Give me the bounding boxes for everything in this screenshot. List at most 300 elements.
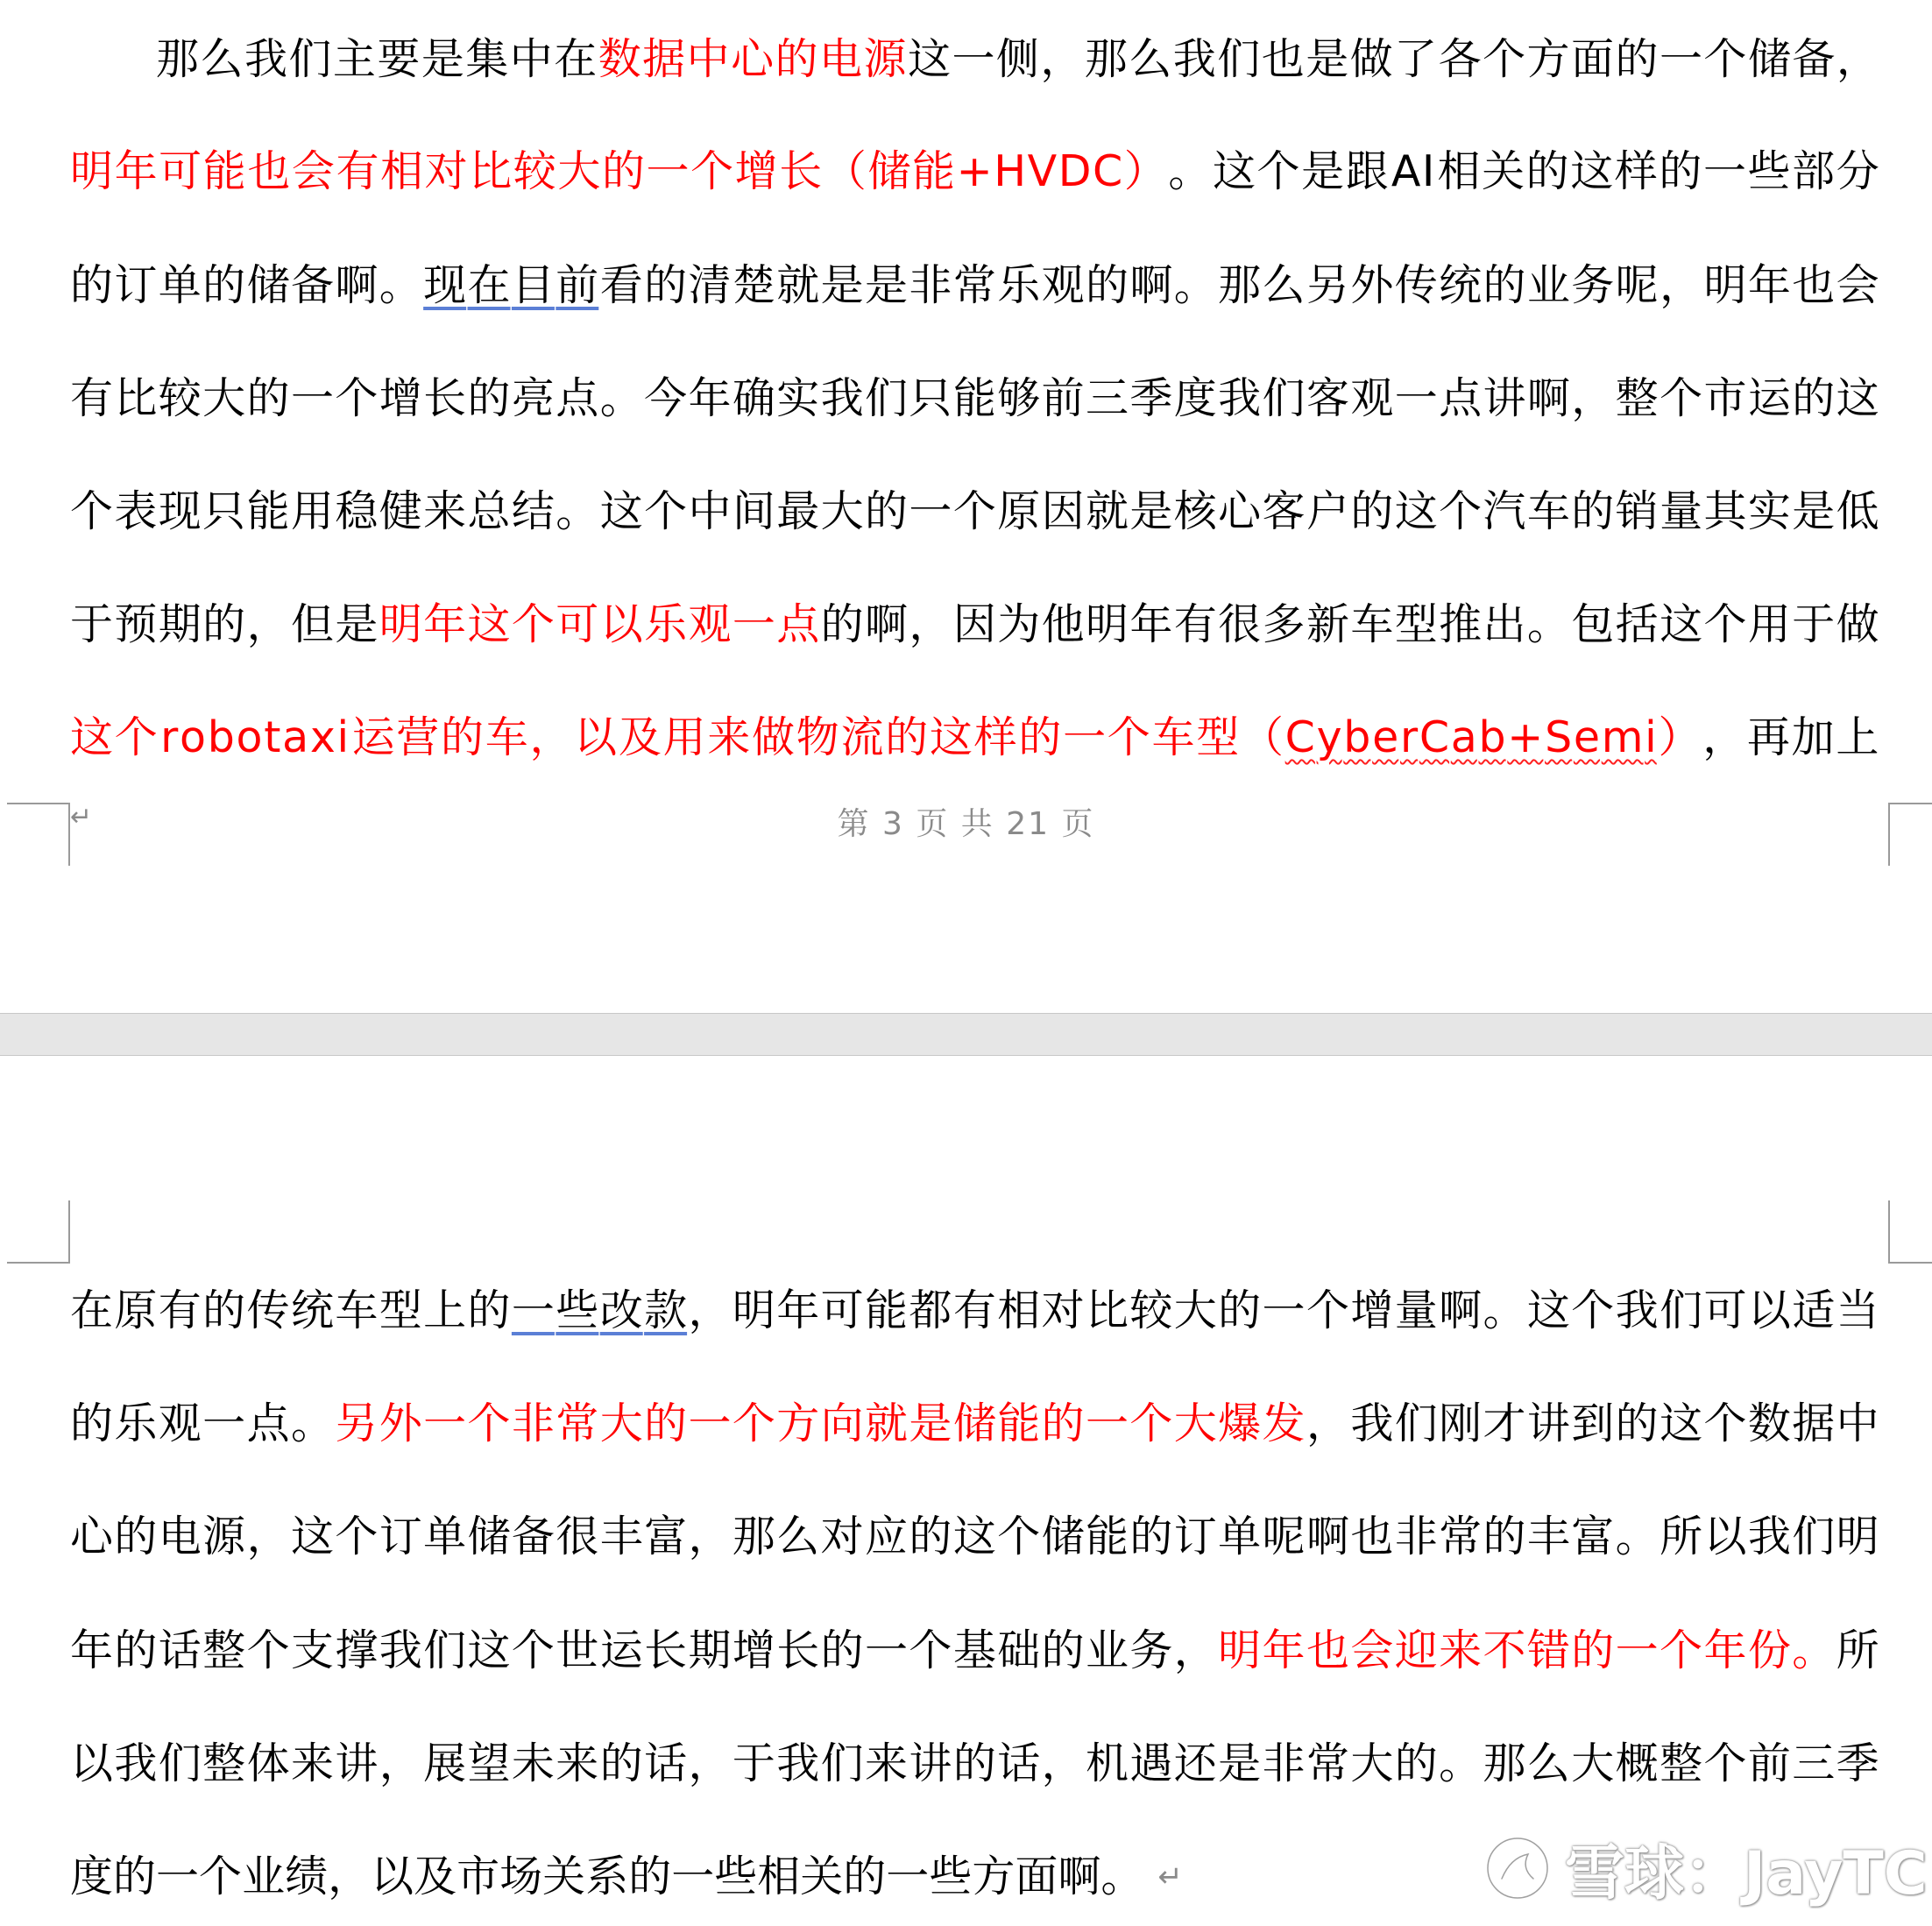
- text-char: 于: [70, 599, 114, 649]
- text-char: 只: [202, 486, 246, 536]
- text-char: 是: [1218, 1738, 1262, 1788]
- text-char: ，: [1041, 1738, 1085, 1788]
- text-char: 的: [1018, 712, 1062, 762]
- text-char: 新: [1306, 599, 1349, 649]
- text-char: 话: [997, 1738, 1041, 1788]
- text-char: 。: [556, 486, 599, 536]
- text-char: 个: [114, 712, 158, 762]
- text-char: ，: [688, 1738, 732, 1788]
- text-char: 改: [599, 1285, 643, 1335]
- text-char: 储: [952, 1398, 996, 1448]
- paragraph-mark-icon: ↵: [70, 802, 93, 832]
- text-char: 中: [686, 34, 730, 84]
- text-char: 些: [556, 1285, 599, 1335]
- text-char: 么: [1262, 260, 1306, 310]
- text-char: 电: [819, 34, 863, 84]
- text-char: 度: [1173, 373, 1217, 423]
- text-char: 储: [867, 146, 911, 196]
- text-char: 富: [1571, 1512, 1615, 1561]
- text-char: 年: [423, 599, 467, 649]
- text-char: 市: [1703, 373, 1747, 423]
- text-char: 源: [863, 34, 907, 84]
- text-char: 丰: [599, 1512, 643, 1561]
- text-char: 表: [114, 486, 158, 536]
- text-char: 这: [1570, 146, 1614, 196]
- text-char: 以: [1747, 1285, 1791, 1335]
- text-char: i: [1645, 712, 1657, 762]
- text-char: 年: [114, 146, 158, 196]
- text-char: 啊: [335, 260, 379, 310]
- text-char: 相: [757, 1852, 801, 1901]
- text-char: 个: [335, 373, 379, 423]
- text-char: 呢: [1615, 260, 1659, 310]
- text-char: 的: [1615, 34, 1659, 84]
- text-char: 们: [1217, 34, 1261, 84]
- text-char: 款: [644, 1285, 688, 1335]
- text-char: 面: [1015, 1852, 1058, 1901]
- text-char: 业: [1526, 260, 1570, 310]
- text-char: 会: [1350, 1625, 1394, 1675]
- text-char: 绩: [285, 1852, 329, 1901]
- text-char: 机: [1085, 1738, 1129, 1788]
- text-char: 们: [865, 373, 909, 423]
- text-char: 整: [1660, 1738, 1703, 1788]
- text-char: 季: [1129, 373, 1173, 423]
- text-char: 出: [1483, 599, 1526, 649]
- text-char: 的: [467, 1285, 511, 1335]
- text-char: 适: [1792, 1285, 1836, 1335]
- text-char: 些: [714, 1852, 758, 1901]
- text-char: 观: [1350, 373, 1394, 423]
- text-char: 的: [1041, 1625, 1085, 1675]
- text-char: 这: [1660, 599, 1703, 649]
- text-char: 增: [734, 146, 778, 196]
- text-char: 能: [246, 486, 290, 536]
- text-char: 外: [1350, 260, 1394, 310]
- text-char: 能: [997, 1398, 1041, 1448]
- text-char: 增: [732, 1625, 775, 1675]
- text-char: 以: [599, 599, 643, 649]
- text-char: 备: [290, 260, 334, 310]
- text-char: 个: [1660, 1625, 1703, 1675]
- text-char: 也: [1306, 1625, 1349, 1675]
- text-char: 只: [909, 373, 952, 423]
- text-char: 话: [644, 1738, 688, 1788]
- text-char: 这: [467, 1625, 511, 1675]
- text-char: 个: [1703, 599, 1747, 649]
- text-char: a: [1450, 712, 1477, 762]
- text-char: 会: [1836, 260, 1879, 310]
- text-char: 储: [467, 1512, 511, 1561]
- text-char: 来: [865, 1738, 909, 1788]
- text-char: 据: [642, 34, 686, 84]
- text-char: 整: [1615, 373, 1659, 423]
- text-char: 呢: [1262, 1512, 1306, 1561]
- text-char: 车: [335, 1285, 379, 1335]
- text-char: 。: [1792, 1625, 1836, 1675]
- text-char: 的: [599, 1738, 643, 1788]
- text-char: 包: [1571, 599, 1615, 649]
- text-char: 关: [800, 1852, 844, 1901]
- document-page-4: [0, 1056, 1932, 1926]
- text-char: 实: [776, 373, 820, 423]
- text-char: 啊: [1058, 1852, 1101, 1901]
- text-char: 的: [820, 1625, 864, 1675]
- text-char: 。: [1168, 146, 1212, 196]
- text-char: 不: [1483, 1625, 1526, 1675]
- text-line: [156, 33, 1879, 86]
- text-char: 的: [441, 712, 485, 762]
- text-char: 的: [1792, 373, 1836, 423]
- text-char: 支: [290, 1625, 334, 1675]
- text-char: 们: [423, 1625, 467, 1675]
- text-char: 很: [556, 1512, 599, 1561]
- text-char: 三: [1792, 1738, 1836, 1788]
- text-char: 一: [1394, 373, 1438, 423]
- text-char: 来: [707, 712, 751, 762]
- text-char: 相: [380, 146, 424, 196]
- text-char: 那: [1483, 1738, 1526, 1788]
- text-char: 相: [997, 1285, 1041, 1335]
- text-char: 啊: [1306, 1512, 1349, 1561]
- text-char: 订: [114, 260, 158, 310]
- text-line: [70, 1738, 1879, 1790]
- text-char: （: [1240, 712, 1284, 762]
- snowball-logo-icon: [1483, 1833, 1553, 1903]
- text-char: C: [1419, 712, 1450, 762]
- text-char: 是: [1792, 486, 1836, 536]
- text-char: 们: [158, 1738, 202, 1788]
- text-char: 原: [997, 486, 1041, 536]
- text-char: 会: [291, 146, 335, 196]
- text-char: 的: [1659, 146, 1702, 196]
- text-char: 亮: [511, 373, 555, 423]
- text-char: 个: [1306, 1285, 1349, 1335]
- text-char: y: [1316, 712, 1342, 762]
- text-char: +: [956, 146, 993, 196]
- text-char: 这: [467, 599, 511, 649]
- text-char: 那: [1218, 260, 1262, 310]
- text-char: 括: [1615, 599, 1659, 649]
- text-char: 能: [202, 146, 246, 196]
- text-char: 啊: [1129, 260, 1173, 310]
- text-char: 场: [499, 1852, 543, 1901]
- text-char: 非: [1394, 1512, 1438, 1561]
- text-char: 单: [158, 260, 202, 310]
- text-char: 到: [1571, 1398, 1615, 1448]
- text-char: 望: [467, 1738, 511, 1788]
- text-char: 年: [688, 373, 732, 423]
- text-char: 统: [1439, 260, 1483, 310]
- text-char: 的: [246, 373, 290, 423]
- text-char: 大: [599, 1398, 643, 1448]
- text-char: r: [1399, 712, 1419, 762]
- text-char: 业: [1085, 1625, 1129, 1675]
- text-char: 非: [511, 1398, 555, 1448]
- text-char: 就: [865, 1398, 909, 1448]
- text-char: 比: [1085, 1285, 1129, 1335]
- text-char: 一: [688, 1398, 732, 1448]
- page-footer: 第 3 页 共 21 页: [837, 806, 1095, 842]
- text-char: 比: [114, 373, 158, 423]
- text-char: 的: [70, 260, 114, 310]
- text-char: 年: [1129, 599, 1173, 649]
- text-char: 的: [1525, 146, 1569, 196]
- text-char: 于: [1792, 599, 1836, 649]
- text-char: 。: [1615, 1512, 1659, 1561]
- text-char: 常: [952, 260, 996, 310]
- text-char: 推: [1439, 599, 1483, 649]
- text-char: 核: [1173, 486, 1217, 536]
- text-char: 一: [423, 1398, 467, 1448]
- text-char: 样: [973, 712, 1017, 762]
- text-char: 明: [1218, 1625, 1262, 1675]
- text-char: 观: [1041, 260, 1085, 310]
- text-char: 车: [1526, 486, 1570, 536]
- text-char: 个: [1129, 1398, 1173, 1448]
- text-char: 清: [688, 260, 732, 310]
- text-char: 是: [909, 1398, 952, 1448]
- text-char: 个: [909, 1625, 952, 1675]
- text-char: 市: [456, 1852, 500, 1901]
- text-char: 年: [776, 1285, 820, 1335]
- text-char: 做: [1836, 599, 1879, 649]
- text-char: 撑: [335, 1625, 379, 1675]
- text-char: 常: [556, 1398, 599, 1448]
- text-char: 传: [1394, 260, 1438, 310]
- text-char: 啊: [1439, 1285, 1483, 1335]
- text-char: 这: [929, 712, 973, 762]
- text-char: 我: [776, 1738, 820, 1788]
- text-char: I: [1421, 146, 1435, 196]
- text-char: 很: [1218, 599, 1262, 649]
- text-char: 的: [1218, 1285, 1262, 1335]
- text-char: 期: [158, 599, 202, 649]
- text-char: 啊: [865, 599, 909, 649]
- text-char: 那: [156, 34, 200, 84]
- text-char: 们: [288, 34, 332, 84]
- text-char: 这: [907, 34, 951, 84]
- text-char: 的: [202, 599, 246, 649]
- text-char: 跟: [1345, 146, 1389, 196]
- text-char: 个: [1703, 34, 1747, 84]
- text-char: 客: [1262, 486, 1306, 536]
- text-char: x: [309, 712, 336, 762]
- text-char: 明: [1085, 599, 1129, 649]
- text-char: 季: [1836, 1738, 1879, 1788]
- text-char: 方: [1526, 34, 1570, 84]
- text-char: 。: [1439, 1738, 1483, 1788]
- text-char: 在: [467, 260, 511, 310]
- text-char: 一: [1085, 1398, 1129, 1448]
- text-char: 上: [1836, 712, 1879, 762]
- text-char: 个: [644, 486, 688, 536]
- text-char: 来: [1439, 1625, 1483, 1675]
- text-char: 务: [1129, 1625, 1173, 1675]
- text-char: 储: [1747, 34, 1791, 84]
- text-char: 流: [840, 712, 884, 762]
- text-char: 那: [732, 1512, 775, 1561]
- text-char: 点: [1439, 373, 1483, 423]
- text-char: 备: [511, 1512, 555, 1561]
- text-char: 的: [202, 260, 246, 310]
- text-char: 础: [997, 1625, 1041, 1675]
- text-char: 储: [246, 260, 290, 310]
- text-char: 点: [776, 599, 820, 649]
- text-char: 看: [599, 260, 643, 310]
- text-char: 的: [909, 1512, 952, 1561]
- text-char: S: [1545, 712, 1573, 762]
- text-char: 们: [820, 1738, 864, 1788]
- text-char: ，: [1660, 260, 1703, 310]
- text-line: [70, 145, 1879, 198]
- text-char: 常: [1439, 1512, 1483, 1561]
- text-char: 个: [997, 1512, 1041, 1561]
- text-char: 乐: [114, 1398, 158, 1448]
- text-char: 因: [952, 599, 996, 649]
- text-char: 做: [752, 712, 796, 762]
- text-char: 。: [379, 260, 422, 310]
- text-char: 的: [885, 712, 929, 762]
- text-char: 的: [1571, 486, 1615, 536]
- text-char: i: [336, 712, 350, 762]
- text-line: [70, 259, 1879, 312]
- text-char: 集: [465, 34, 509, 84]
- text-char: 讲: [1526, 1398, 1570, 1448]
- text-char: 上: [423, 1285, 467, 1335]
- text-char: 这: [1660, 1398, 1703, 1448]
- text-char: 的: [467, 373, 511, 423]
- text-char: 用: [662, 712, 706, 762]
- text-char: 型: [1196, 712, 1240, 762]
- text-char: 加: [1791, 712, 1835, 762]
- text-char: 发: [1262, 1398, 1306, 1448]
- text-char: 外: [379, 1398, 422, 1448]
- text-char: 心: [731, 34, 775, 84]
- text-char: 这: [70, 712, 114, 762]
- text-char: 整: [202, 1625, 246, 1675]
- text-char: ，: [379, 1738, 422, 1788]
- text-char: 业: [242, 1852, 286, 1901]
- text-char: 这: [952, 1512, 996, 1561]
- text-char: 是: [820, 260, 864, 310]
- text-char: 前: [556, 260, 599, 310]
- text-char: ，: [529, 712, 573, 762]
- text-char: 个: [70, 486, 114, 536]
- text-char: 个: [1703, 1398, 1747, 1448]
- text-char: 车: [1350, 599, 1394, 649]
- text-char: ，: [246, 1512, 290, 1561]
- text-char: 稳: [335, 486, 379, 536]
- text-char: 整: [202, 1738, 246, 1788]
- text-char: o: [236, 712, 263, 762]
- text-char: 物: [796, 712, 839, 762]
- text-char: V: [1027, 146, 1058, 196]
- text-char: 现: [158, 486, 202, 536]
- text-line: [70, 1285, 1879, 1337]
- text-char: ）: [1123, 146, 1167, 196]
- text-char: 了: [1394, 34, 1438, 84]
- text-line: [70, 485, 1879, 538]
- text-char: 来: [423, 486, 467, 536]
- text-char: 观: [158, 1398, 202, 1448]
- text-char: 乐: [644, 599, 688, 649]
- text-char: 较: [158, 373, 202, 423]
- text-char: 一: [646, 146, 690, 196]
- text-char: 大: [1571, 1738, 1615, 1788]
- text-line: [70, 372, 1879, 425]
- text-char: 他: [1041, 599, 1085, 649]
- text-char: 个: [1439, 486, 1483, 536]
- text-char: 的: [1041, 1398, 1085, 1448]
- text-char: 的: [70, 1398, 114, 1448]
- text-char: 的: [1615, 1398, 1659, 1448]
- text-char: 务: [1571, 260, 1615, 310]
- text-char: 的: [865, 486, 909, 536]
- text-char: 另: [335, 1398, 379, 1448]
- margin-corner-top-left: [7, 1200, 70, 1264]
- text-char: 个: [1571, 1285, 1615, 1335]
- text-char: 多: [1262, 599, 1306, 649]
- text-char: 够: [997, 373, 1041, 423]
- text-char: 也: [1350, 1512, 1394, 1561]
- text-char: 这: [1212, 146, 1256, 196]
- text-char: ，: [1836, 34, 1879, 84]
- text-char: 有: [158, 1285, 202, 1335]
- text-char: 分: [1836, 146, 1879, 196]
- text-char: 大: [202, 373, 246, 423]
- text-char: 世: [556, 1625, 599, 1675]
- margin-corner-top-right: [1888, 1200, 1932, 1264]
- text-char: 个: [690, 146, 734, 196]
- text-char: 做: [1349, 34, 1393, 84]
- text-char: +: [1507, 712, 1544, 762]
- text-char: 单: [1218, 1512, 1262, 1561]
- text-line: [70, 1511, 1879, 1563]
- text-char: 及: [414, 1852, 457, 1901]
- text-char: 来: [290, 1738, 334, 1788]
- text-line: [70, 712, 1879, 764]
- text-char: 爆: [1218, 1398, 1262, 1448]
- text-char: 各: [1438, 34, 1482, 84]
- text-char: 方: [776, 1398, 820, 1448]
- text-char: 一: [952, 34, 995, 84]
- text-char: 备: [1792, 34, 1836, 84]
- text-char: 一: [886, 1852, 930, 1901]
- text-char: 是: [1129, 486, 1173, 536]
- text-char: 现: [423, 260, 467, 310]
- text-char: r: [160, 712, 179, 762]
- text-char: 今: [644, 373, 688, 423]
- text-char: 我: [1350, 1398, 1394, 1448]
- text-char: 健: [379, 486, 422, 536]
- text-char: H: [994, 146, 1027, 196]
- text-char: ，: [1040, 34, 1084, 84]
- text-char: 度: [70, 1852, 114, 1901]
- text-char: 再: [1746, 712, 1790, 762]
- text-char: 个: [246, 1625, 290, 1675]
- text-char: b: [207, 712, 235, 762]
- text-char: 的: [1129, 1512, 1173, 1561]
- text-char: 在: [554, 34, 598, 84]
- text-char: 一: [909, 486, 952, 536]
- text-char: 总: [467, 486, 511, 536]
- text-char: 低: [1836, 486, 1879, 536]
- text-char: 增: [379, 373, 422, 423]
- text-char: 确: [732, 373, 775, 423]
- text-char: o: [180, 712, 206, 762]
- text-char: 我: [1172, 34, 1216, 84]
